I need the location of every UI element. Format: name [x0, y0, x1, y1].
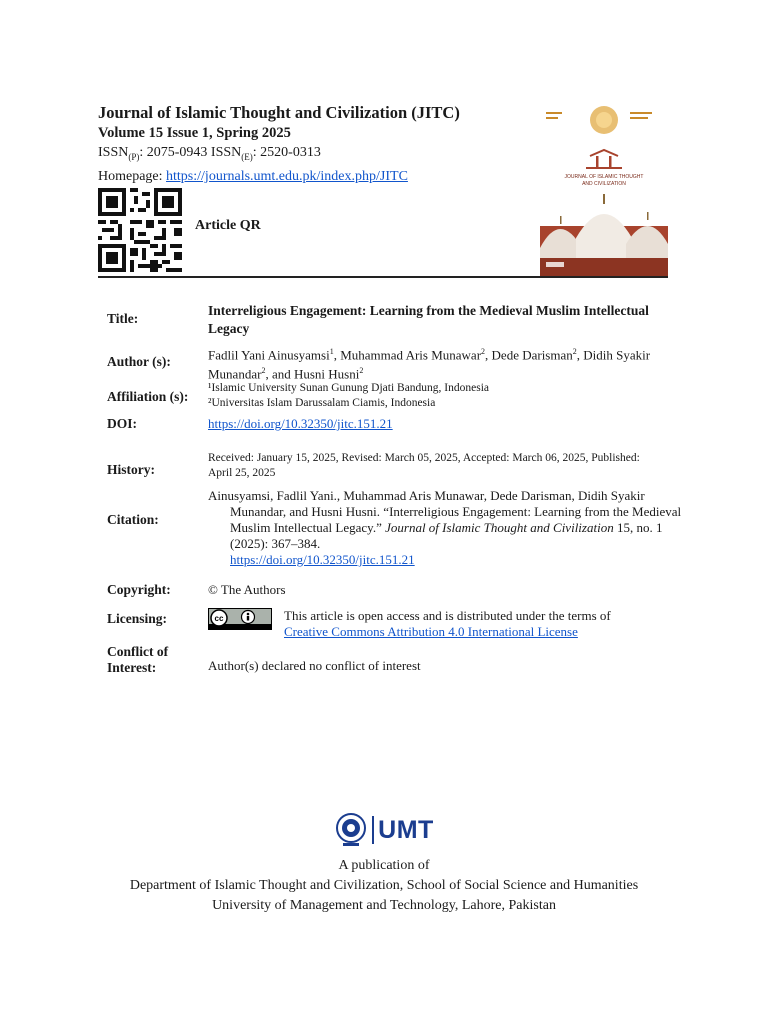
cover-title-line2: AND CIVILIZATION [582, 181, 626, 187]
licensing-text: This article is open access and is distributed under the terms of [284, 608, 611, 623]
citation-doi-link[interactable]: https://doi.org/10.32350/jitc.151.21 [230, 552, 415, 567]
copyright-value: © The Authors [208, 582, 286, 597]
affiliation-1: ¹Islamic University Sunan Gunung Djati Bandung, Indonesia [208, 382, 490, 394]
affiliation-2: ²Universitas Islam Darussalam Ciamis, Indonesia [208, 397, 436, 409]
journal-volume: Volume 15 Issue 1, Spring 2025 [98, 125, 291, 141]
cover-title-line1: JOURNAL OF ISLAMIC THOUGHT [564, 174, 644, 180]
publication-of: A publication of [338, 858, 430, 873]
copyright-label: Copyright: [107, 582, 171, 597]
citation-label: Citation: [107, 512, 159, 527]
umt-seal-icon [334, 812, 368, 848]
cc-by-license-icon[interactable] [208, 608, 272, 630]
journal-header [98, 102, 538, 186]
journal-homepage: Homepage: https://journals.umt.edu.pk/index.php/JITC [98, 168, 408, 184]
journal-title: Journal of Islamic Thought and Civilization (JITC) [98, 103, 460, 122]
affiliation-list [208, 381, 664, 411]
affiliation-label: Affiliation (s): [107, 389, 189, 404]
author-label: Author (s): [107, 354, 171, 369]
cc-license-link[interactable]: Creative Commons Attribution 4.0 International License [284, 624, 578, 639]
department-name: Department of Islamic Thought and Civilization, School of Social Science and Humanities [129, 878, 639, 893]
history-value: Received: January 15, 2025, Revised: March 05, 2025, Accepted: March 06, 2025, Published: April 25, 2025 [208, 452, 640, 479]
licensing-label: Licensing: [107, 611, 168, 626]
doi-label: DOI: [107, 416, 137, 431]
doi-link[interactable]: https://doi.org/10.32350/jitc.151.21 [208, 416, 393, 431]
history-label: History: [107, 462, 155, 477]
svg-text:cc: cc [214, 614, 224, 623]
publisher-footer [0, 810, 768, 916]
authors-list: Fadlil Yani Ainusyamsi$^1$, Muhammad Aris Munawar$^2$, Dede Darisman$^2$, Didih Syakir Munandar$^2$, and Husni Husni$^2$ [208, 347, 651, 382]
licensing-value [208, 608, 664, 640]
article-qr-label: Article QR [195, 218, 261, 233]
logo-separator [372, 816, 374, 844]
umt-logo-text: UMT [378, 815, 434, 844]
university-name: University of Management and Technology, Lahore, Pakistan [212, 898, 556, 913]
conflict-label: Conflict of Interest: [107, 644, 169, 675]
homepage-link[interactable]: https://journals.umt.edu.pk/index.php/JITC [166, 168, 408, 184]
article-qr-code [98, 186, 182, 274]
title-label: Title: [107, 311, 139, 326]
article-title: Interreligious Engagement: Learning from the Medieval Muslim Intellectual Legacy [208, 303, 649, 336]
journal-cover-image [540, 98, 668, 276]
citation-text: Ainusyamsi, Fadlil Yani., Muhammad Aris Munawar, Dede Darisman, Didih Syakir Munandar, and Husni Husni. “Interreligious Engagement: Learning from the Medieval Muslim Intellectual Legacy.” Journal of Islamic Thought and Civilization 15, no. 1 (2025): 367–384. https://doi.org/10.32350/jitc.151.21 [208, 488, 682, 567]
header-divider [98, 276, 668, 278]
journal-issn: $ISSN_{(P)}$: 2075-0943 $ISSN_{(E)}$: 2520-0313 [98, 145, 321, 162]
umt-logo [0, 810, 768, 850]
conflict-value: Author(s) declared no conflict of interest [208, 658, 421, 673]
